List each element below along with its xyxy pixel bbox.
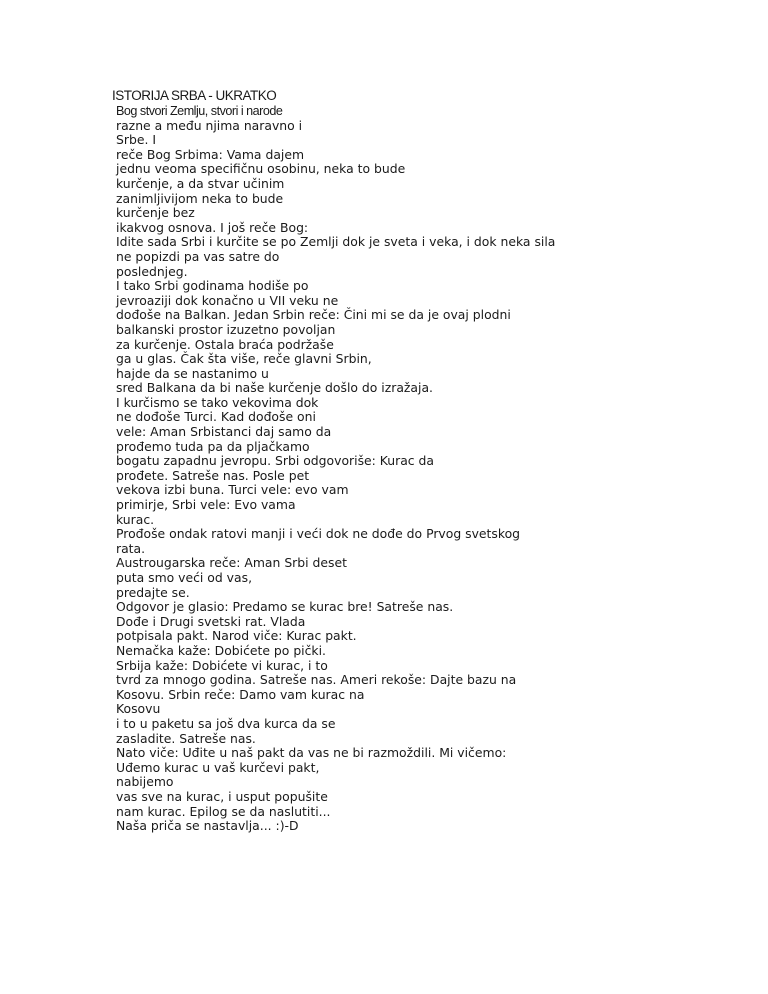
text-line: Kosovu bbox=[116, 701, 161, 717]
text-line: prođete. Satreše nas. Posle pet bbox=[116, 467, 310, 483]
text-line: kurčenje bez bbox=[116, 205, 195, 221]
text-line: Dođe i Drugi svetski rat. Vlada bbox=[116, 613, 306, 629]
text-line: Uđemo kurac u vaš kurčevi pakt, bbox=[116, 759, 320, 775]
text-line: ikakvog osnova. I još reče Bog: bbox=[116, 219, 309, 235]
text-line: balkanski prostor izuzetno povoljan bbox=[116, 321, 336, 337]
text-line: zanimljivijom neka to bude bbox=[116, 190, 284, 206]
text-line: ne popizdi pa vas satre do bbox=[116, 248, 280, 264]
text-line: kurčenje, a da stvar učinim bbox=[116, 175, 285, 191]
text-line: jevroaziji dok konačno u VII veku ne bbox=[116, 292, 339, 308]
text-line: ne dođoše Turci. Kad dođoše oni bbox=[116, 409, 316, 425]
text-line: Srbe. I bbox=[116, 132, 156, 148]
text-line: i to u paketu sa još dva kurca da se bbox=[116, 715, 336, 731]
text-line: za kurčenje. Ostala braća podržaše bbox=[116, 336, 334, 352]
text-line: Naša priča se nastavlja... :)-D bbox=[116, 818, 299, 834]
text-line: tvrd za mnogo godina. Satreše nas. Ameri rekoše: Dajte bazu na bbox=[116, 672, 517, 688]
text-line: Nato viče: Uđite u naš pakt da vas ne bi razmoždili. Mi vičemo: bbox=[116, 745, 507, 761]
text-line: vekova izbi buna. Turci vele: evo vam bbox=[116, 482, 349, 498]
text-line: vas sve na kurac, i usput popušite bbox=[116, 788, 328, 804]
text-line: rata. bbox=[116, 540, 146, 556]
text-line: reče Bog Srbima: Vama dajem bbox=[116, 146, 305, 162]
text-line: I tako Srbi godinama hodiše po bbox=[116, 278, 309, 294]
text-line: kurac. bbox=[116, 511, 155, 527]
text-line: dođoše na Balkan. Jedan Srbin reče: Čini mi se da je ovaj plodni bbox=[116, 307, 511, 323]
text-line: sred Balkana da bi naše kurčenje došlo do izražaja. bbox=[116, 380, 433, 396]
text-line: Srbija kaže: Dobićete vi kurac, i to bbox=[116, 657, 328, 673]
text-line: Idite sada Srbi i kurčite se po Zemlji dok je sveta i veka, i dok neka sila bbox=[116, 234, 556, 250]
text-line: Kosovu. Srbin reče: Damo vam kurac na bbox=[116, 686, 365, 702]
text-line: nabijemo bbox=[116, 774, 174, 790]
text-line: prođemo tuda pa da pljačkamo bbox=[116, 438, 310, 454]
text-line: Nemačka kaže: Dobićete po pički. bbox=[116, 642, 326, 658]
text-line: primirje, Srbi vele: Evo vama bbox=[116, 497, 296, 513]
text-line: poslednjeg. bbox=[116, 263, 188, 279]
text-line: hajde da se nastanimo u bbox=[116, 365, 269, 381]
document-body bbox=[116, 104, 756, 834]
text-line: nam kurac. Epilog se da naslutiti... bbox=[116, 803, 331, 819]
text-line: razne a među njima naravno i bbox=[116, 117, 303, 133]
text-line: potpisala pakt. Narod viče: Kurac pakt. bbox=[116, 628, 357, 644]
text-line: Prođoše ondak ratovi manji i veći dok ne dođe do Prvog svetskog bbox=[116, 526, 521, 542]
text-line: zasladite. Satreše nas. bbox=[116, 730, 256, 746]
text-line: bogatu zapadnu jevropu. Srbi odgovoriše: Kurac da bbox=[116, 453, 435, 469]
document-title: ISTORIJA SRBA - UKRATKO bbox=[112, 88, 277, 103]
text-line: Odgovor je glasio: Predamo se kurac bre! Satreše nas. bbox=[116, 599, 454, 615]
text-line: jednu veoma specifičnu osobinu, neka to bude bbox=[116, 161, 406, 177]
text-line: puta smo veći od vas, bbox=[116, 570, 253, 585]
text-line: predajte se. bbox=[116, 584, 190, 600]
text-line: ga u glas. Čak šta više, reče glavni Srbin, bbox=[116, 351, 372, 367]
text-line: Austrougarska reče: Aman Srbi deset bbox=[116, 555, 347, 571]
text-line: Bog stvori Zemlju, stvori i narode bbox=[116, 104, 283, 118]
text-line: vele: Aman Srbistanci daj samo da bbox=[116, 424, 332, 440]
text-line: I kurčismo se tako vekovima dok bbox=[116, 394, 319, 410]
